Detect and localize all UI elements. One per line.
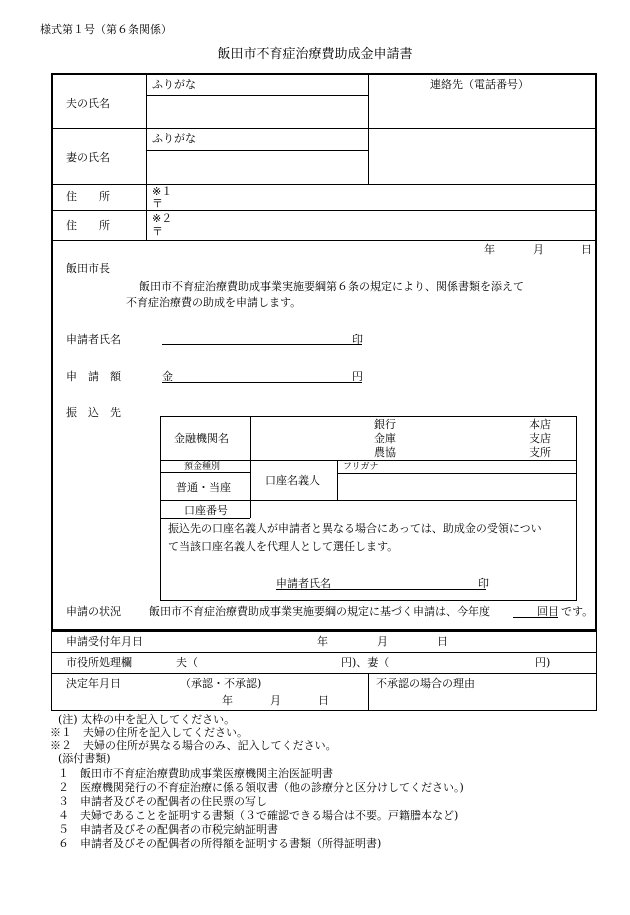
proxy-signer-line[interactable]: [276, 589, 486, 590]
applicant-seal: 印: [352, 333, 363, 346]
date-month: 月: [533, 243, 544, 256]
decision-day: 日: [318, 694, 329, 707]
note-main: (注) 太枠の中を記入してください。: [58, 713, 236, 726]
address-label-2: 住 所: [66, 219, 110, 232]
attachment-item: ２ 医療機関発行の不育症治療に係る領収書（他の診療分と区分けしてください。): [58, 781, 464, 794]
attachment-item: １ 飯田市不育症治療費助成事業医療機関主治医証明書: [58, 767, 333, 780]
holder-name-field[interactable]: [338, 474, 577, 500]
processing-wife: 円)、妻（: [341, 656, 390, 669]
form-number: 様式第１号（第６条関係）: [40, 23, 172, 36]
received-month: 月: [377, 635, 388, 648]
holder-label: 口座名義人: [265, 474, 320, 487]
request-body-line2: 不育症治療費の助成を申請します。: [126, 296, 302, 309]
holder-kana-label: フリガナ: [343, 462, 379, 472]
processing-close: 円): [535, 656, 551, 669]
account-number-label: 口座番号: [184, 504, 228, 517]
page-title: 飯田市不育症治療費助成金申請書: [217, 47, 413, 62]
bank-option-shinkin[interactable]: 金庫: [374, 432, 396, 445]
decision-month: 月: [270, 694, 281, 707]
proxy-line1: 振込先の口座名義人が申請者と異なる場合にあっては、助成金の受領につい: [168, 522, 542, 535]
institution-label: 金融機関名: [174, 432, 229, 445]
branch-option-office[interactable]: 支所: [529, 446, 551, 459]
address-note-1: ※１: [152, 185, 173, 198]
status-text: 飯田市不育症治療費助成事業実施要綱の規定に基づく申請は、今年度: [149, 605, 490, 618]
wife-name-field[interactable]: [147, 151, 368, 184]
processing-husband: 夫（: [176, 656, 198, 669]
bank-option-nokyo[interactable]: 農協: [374, 446, 396, 459]
attachment-item: ３ 申請者及びその配偶者の住民票の写し: [58, 795, 267, 808]
date-year: 年: [484, 243, 495, 256]
status-label: 申請の状況: [66, 605, 121, 618]
addressee: 飯田市長: [66, 262, 110, 275]
amount-label: 申 請 額: [66, 370, 121, 383]
wife-name-label: 妻の氏名: [66, 151, 110, 164]
amount-line[interactable]: [162, 382, 362, 383]
note-2: ※２ 夫婦の住所が異なる場合のみ、記入してください。: [50, 739, 337, 752]
attachments-title: (添付書類): [58, 752, 111, 765]
received-year: 年: [317, 635, 328, 648]
amount-yen: 円: [352, 370, 363, 383]
date-day: 日: [581, 243, 592, 256]
received-day: 日: [437, 635, 448, 648]
address-note-2: ※２: [152, 212, 173, 225]
decision-year: 年: [222, 694, 233, 707]
address-field-1[interactable]: [170, 185, 596, 210]
proxy-seal: 印: [478, 577, 489, 590]
processing-label: 市役所処理欄: [66, 656, 132, 669]
transfer-label: 振 込 先: [66, 406, 121, 419]
status-ending: です。: [561, 605, 594, 618]
deposit-type-label: 預金種別: [184, 462, 221, 472]
husband-name-field[interactable]: [147, 96, 368, 128]
wife-furigana-label: ふりがな: [152, 132, 196, 145]
rejection-reason-label: 不承認の場合の理由: [376, 677, 475, 690]
proxy-line2: て当該口座名義人を代理人として選任します。: [168, 540, 399, 553]
bank-option-bank[interactable]: 銀行: [374, 418, 396, 431]
address-label-1: 住 所: [66, 190, 110, 203]
husband-furigana-label: ふりがな: [152, 78, 196, 91]
branch-option-branch[interactable]: 支店: [529, 432, 551, 445]
contact-field[interactable]: [369, 95, 596, 184]
attachment-item: ５ 申請者及びその配偶者の市税完納証明書: [58, 823, 278, 836]
applicant-name-line[interactable]: [162, 344, 362, 345]
received-date-label: 申請受付年月日: [66, 635, 143, 648]
account-number-field[interactable]: [251, 501, 577, 518]
proxy-signer-label: 申請者氏名: [276, 577, 331, 590]
note-1: ※１ 夫婦の住所を記入してください。: [50, 726, 248, 739]
amount-prefix: 金: [162, 370, 173, 383]
contact-label: 連絡先（電話番号）: [430, 78, 529, 91]
husband-name-label: 夫の氏名: [66, 97, 110, 110]
status-count-suffix: 回目: [537, 605, 559, 618]
postal-mark-2: 〒: [152, 225, 163, 238]
attachment-item: ６ 申請者及びその配偶者の所得額を証明する書類（所得証明書): [58, 837, 382, 850]
request-body-line1: 飯田市不育症治療費助成事業実施要綱第６条の規定により、関係書類を添えて: [139, 280, 524, 293]
deposit-type-value[interactable]: 普通・当座: [176, 481, 231, 494]
decision-date-label: 決定年月日: [66, 677, 121, 690]
branch-option-head[interactable]: 本店: [529, 418, 551, 431]
applicant-name-label: 申請者氏名: [66, 333, 121, 346]
approval-status: （承認・不承認): [180, 677, 262, 690]
address-field-2[interactable]: [170, 211, 596, 240]
postal-mark-1: 〒: [152, 197, 163, 210]
attachment-item: ４ 夫婦であることを証明する書類（３で確認できる場合は不要。戸籍謄本など): [58, 809, 459, 822]
